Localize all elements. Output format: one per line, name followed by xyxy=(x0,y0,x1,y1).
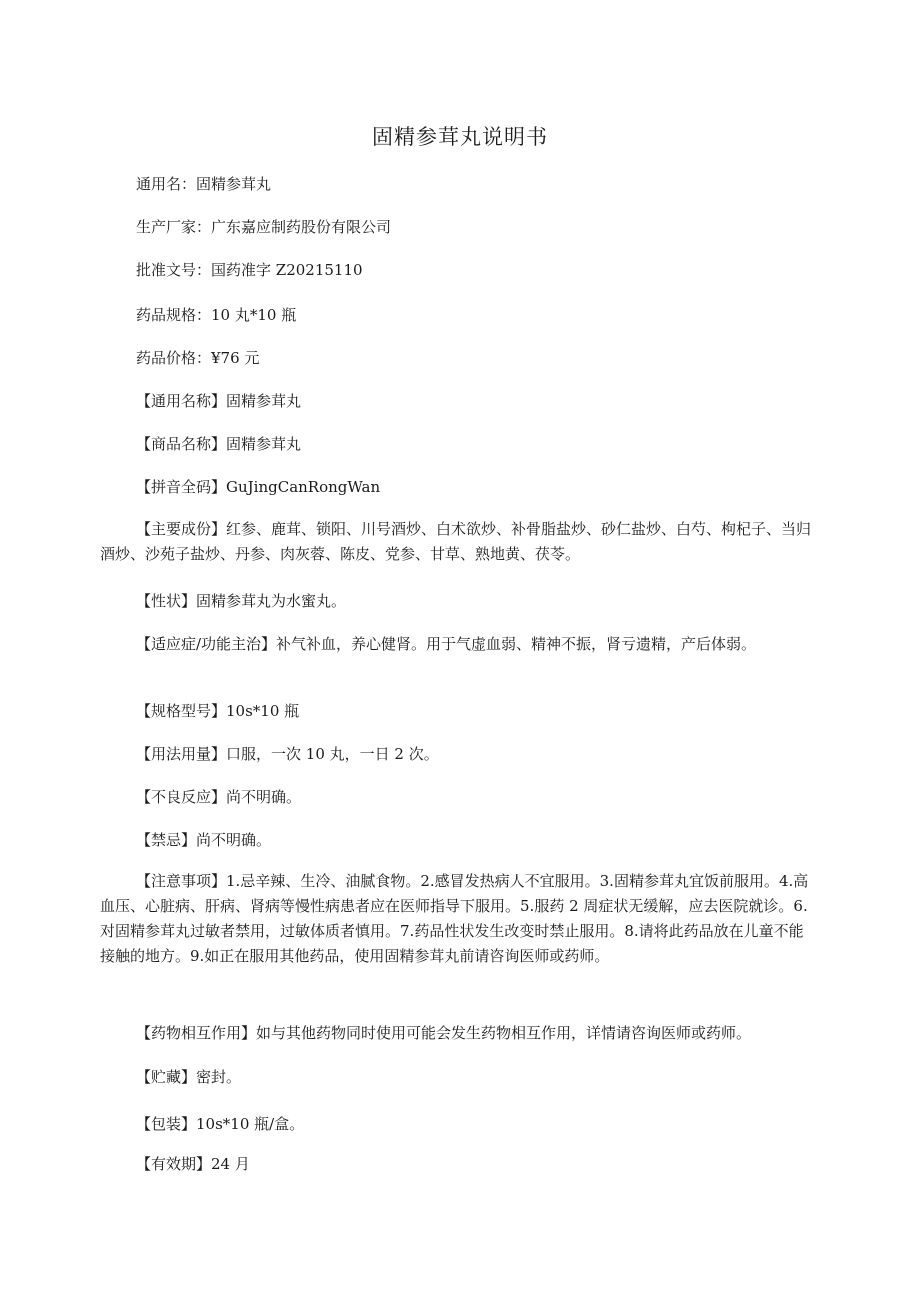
adverse-reactions-section: 【不良反应】尚不明确。 xyxy=(136,788,302,806)
specification-line: 药品规格：10 丸*10 瓶 xyxy=(136,306,297,324)
interactions-section: 【药物相互作用】如与其他药物同时使用可能会发生药物相互作用，详情请咨询医师或药师。 xyxy=(136,1024,752,1042)
validity-section: 【有效期】24 月 xyxy=(136,1155,250,1173)
dosage-section: 【用法用量】口服，一次 10 丸，一日 2 次。 xyxy=(136,745,439,763)
indications-section: 【适应症/功能主治】补气补血，养心健肾。用于气虚血弱、精神不振，肾亏遗精，产后体弱。 xyxy=(136,635,757,653)
trade-name-section: 【商品名称】固精参茸丸 xyxy=(136,435,302,453)
generic-name-line: 通用名：固精参茸丸 xyxy=(136,175,272,193)
pinyin-section: 【拼音全码】GuJingCanRongWan xyxy=(136,478,381,496)
common-name-section: 【通用名称】固精参茸丸 xyxy=(136,392,302,410)
approval-number-line: 批准文号：国药准字 Z20215110 xyxy=(136,261,363,279)
model-section: 【规格型号】10s*10 瓶 xyxy=(136,702,300,720)
manufacturer-line: 生产厂家：广东嘉应制药股份有限公司 xyxy=(136,218,392,236)
contraindications-section: 【禁忌】尚不明确。 xyxy=(136,831,272,849)
storage-section: 【贮藏】密封。 xyxy=(136,1068,242,1086)
document-title: 固精参茸丸说明书 xyxy=(372,125,548,149)
price-line: 药品价格：¥76 元 xyxy=(136,349,260,367)
precautions-section: 【注意事项】1.忌辛辣、生冷、油腻食物。2.感冒发热病人不宜服用。3.固精参茸丸宜饭前服用。4.高血压、心脏病、肝病、肾病等慢性病患者应在医师指导下服用。5.服药 2 周症状无缓解，应去医院就诊。6.对固精参茸丸过敏者禁用，过敏体质者慎用。7.药品性状发生改变时禁止服用。8.请将此药品放在儿童不能接触的地方。9.如正在服用其他药品，使用固精参茸丸前请咨询医师或药师。 xyxy=(100,872,809,965)
package-section: 【包装】10s*10 瓶/盒。 xyxy=(136,1115,305,1133)
ingredients-section: 【主要成份】红参、鹿茸、锁阳、川号酒炒、白术欲炒、补骨脂盐炒、砂仁盐炒、白芍、枸杞子、当归酒炒、沙苑子盐炒、丹参、肉灰蓉、陈皮、党参、甘草、熟地黄、茯苓。 xyxy=(100,520,812,563)
character-section: 【性状】固精参茸丸为水蜜丸。 xyxy=(136,592,347,610)
